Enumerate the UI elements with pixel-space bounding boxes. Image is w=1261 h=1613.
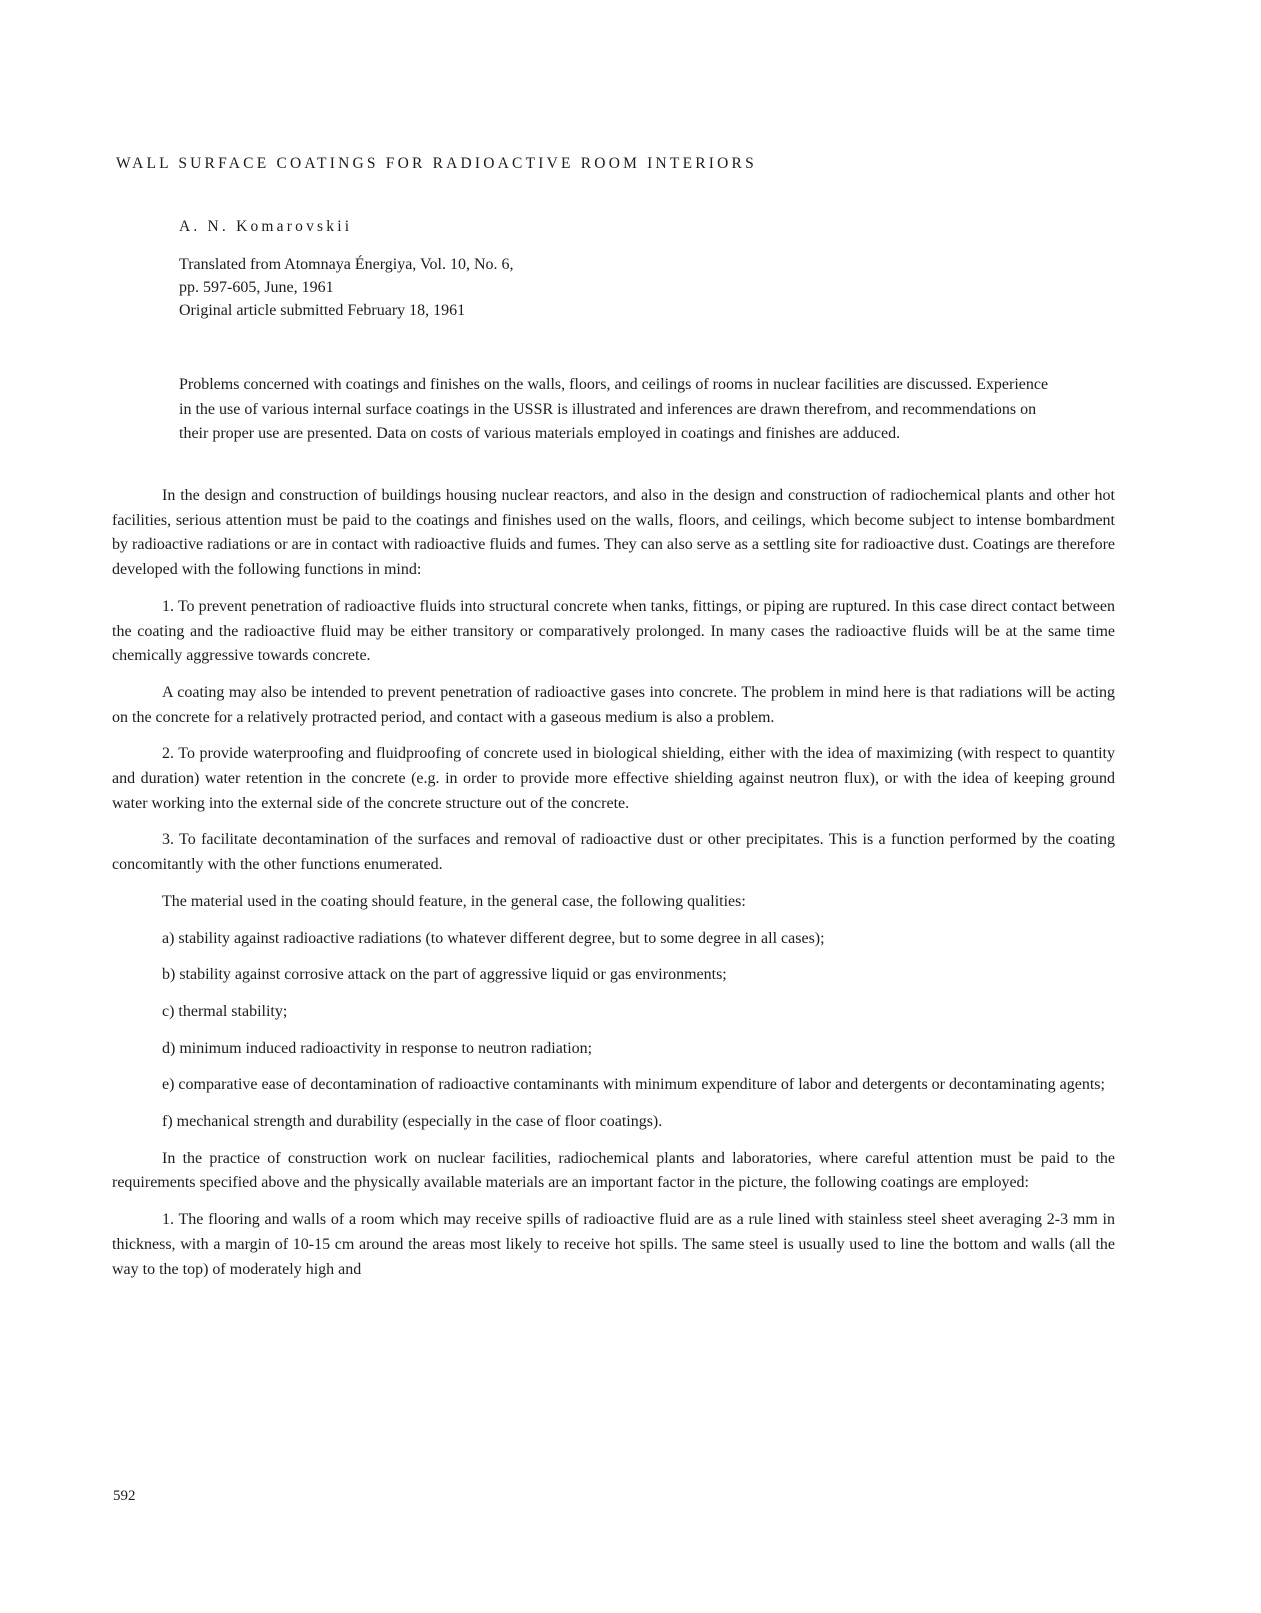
author: A. N. Komarovskii: [179, 218, 353, 235]
quality-item-c: c) thermal stability;: [162, 1002, 288, 1020]
source-line-2: pp. 597-605, June, 1961: [179, 279, 334, 296]
quality-item-e: e) comparative ease of decontamination of radioactive contaminants with minimum expenditure of labor and detergents or decontaminating agents;: [162, 1076, 1105, 1094]
paragraph: A coating may also be intended to prevent penetration of radioactive gases into concrete. The problem in mind here is that radiations will be acting on the concrete for a relatively protracted period, and contact with a gaseous medium is also a problem.: [112, 683, 1115, 726]
paragraph: 1. The flooring and walls of a room which may receive spills of radioactive fluid are as a rule lined with stainless steel sheet averaging 2-3 mm in thickness, with a margin of 10-15 cm around the areas most likely to receive hot spills. The same steel is usually used to line the bottom and walls (all the way to the top) of moderately high and: [112, 1211, 1115, 1278]
quality-item-a: a) stability against radioactive radiations (to whatever different degree, but to some degree in all cases);: [162, 929, 825, 947]
paragraph: 3. To facilitate decontamination of the surfaces and removal of radioactive dust or other precipitates. This is a function performed by the coating concomitantly with the other functions enumerated.: [112, 831, 1115, 874]
article-body: [112, 484, 1115, 1294]
paragraph: In the design and construction of buildings housing nuclear reactors, and also in the design and construction of radiochemical plants and other hot facilities, serious attention must be paid to the coatings and finishes used on the walls, floors, and ceilings, which become subject to intense bombardment by radioactive radiations or are in contact with radioactive fluids and fumes. They can also serve as a settling site for radioactive dust. Coatings are therefore developed with the following functions in mind:: [112, 487, 1115, 579]
source-line-1: Translated from Atomnaya Énergiya, Vol. 10, No. 6,: [179, 256, 514, 273]
abstract: Problems concerned with coatings and finishes on the walls, floors, and ceilings of rooms in nuclear facilities are discussed. Experience in the use of various internal surface coatings in the USSR is illustrated and inferences are drawn therefrom, and recommendations on their proper use are presented. Data on costs of various materials employed in coatings and finishes are adduced.: [179, 376, 1049, 443]
paragraph: 1. To prevent penetration of radioactive fluids into structural concrete when tanks, fittings, or piping are ruptured. In this case direct contact between the coating and the radioactive fluid may be either transitory or comparatively prolonged. In many cases the radioactive fluids will be at the same time chemically aggressive towards concrete.: [112, 597, 1115, 665]
source-citation: [179, 253, 514, 322]
paragraph: In the practice of construction work on nuclear facilities, radiochemical plants and laboratories, where careful attention must be paid to the requirements specified above and the physically available materials are an important factor in the picture, the following coatings are employed:: [112, 1149, 1115, 1192]
quality-item-b: b) stability against corrosive attack on the part of aggressive liquid or gas environments;: [162, 966, 727, 984]
source-line-3: Original article submitted February 18, 1961: [179, 302, 466, 319]
paragraph: The material used in the coating should feature, in the general case, the following qualities:: [162, 892, 746, 910]
paragraph: 2. To provide waterproofing and fluidproofing of concrete used in biological shielding, either with the idea of maximizing (with respect to quantity and duration) water retention in the concrete (e.g. in order to provide more effective shielding against neutron flux), or with the idea of keeping ground water working into the external side of the concrete structure out of the concrete.: [112, 745, 1115, 812]
quality-item-f: f) mechanical strength and durability (especially in the case of floor coatings).: [162, 1113, 663, 1131]
quality-item-d: d) minimum induced radioactivity in response to neutron radiation;: [162, 1039, 593, 1057]
article-title: WALL SURFACE COATINGS FOR RADIOACTIVE ROOM INTERIORS: [116, 155, 757, 172]
page-number: 592: [113, 1488, 136, 1504]
